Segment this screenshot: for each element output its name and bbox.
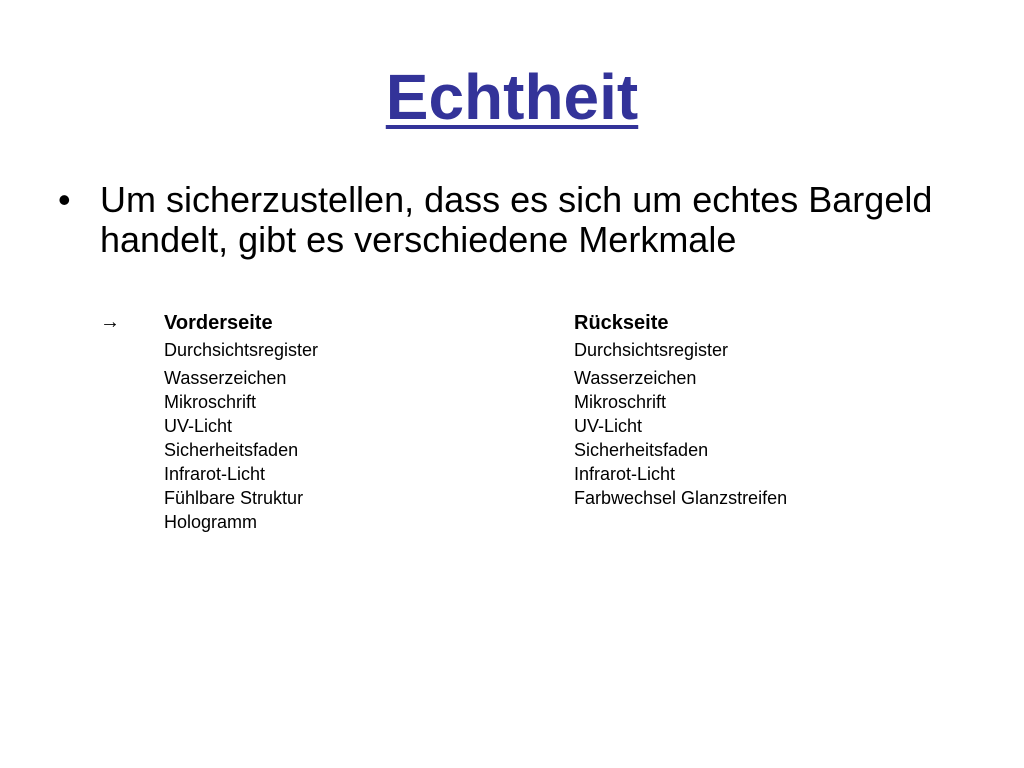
list-item: Infrarot-Licht — [574, 464, 676, 484]
back-side-heading: Rückseite — [574, 312, 669, 334]
list-item: Wasserzeichen — [574, 368, 697, 388]
list-item: Durchsichtsregister — [574, 340, 729, 360]
slide-title: Echtheit — [385, 61, 639, 133]
list-item: Durchsichtsregister — [164, 340, 319, 360]
back-side-list — [574, 338, 787, 510]
list-item: Sicherheitsfaden — [164, 440, 299, 460]
list-item: Infrarot-Licht — [164, 464, 266, 484]
front-side-heading: Vorderseite — [164, 312, 273, 334]
front-side-column — [164, 311, 318, 534]
list-item: Sicherheitsfaden — [574, 440, 709, 460]
list-item: Wasserzeichen — [164, 368, 287, 388]
list-item: Farbwechsel Glanzstreifen — [574, 488, 788, 508]
list-item: Hologramm — [164, 512, 258, 532]
bullet-icon: • — [58, 179, 71, 220]
front-side-list — [164, 338, 318, 534]
back-side-column — [574, 311, 787, 510]
list-item: UV-Licht — [164, 416, 233, 436]
bullet-text: Um sicherzustellen, dass es sich um echtes Bargeld handelt, gibt es verschiedene Merkmale — [100, 179, 933, 260]
list-item: UV-Licht — [574, 416, 643, 436]
arrow-right-icon: → — [100, 311, 120, 333]
list-item: Mikroschrift — [164, 392, 257, 412]
list-item: Mikroschrift — [574, 392, 667, 412]
list-item: Fühlbare Struktur — [164, 488, 304, 508]
